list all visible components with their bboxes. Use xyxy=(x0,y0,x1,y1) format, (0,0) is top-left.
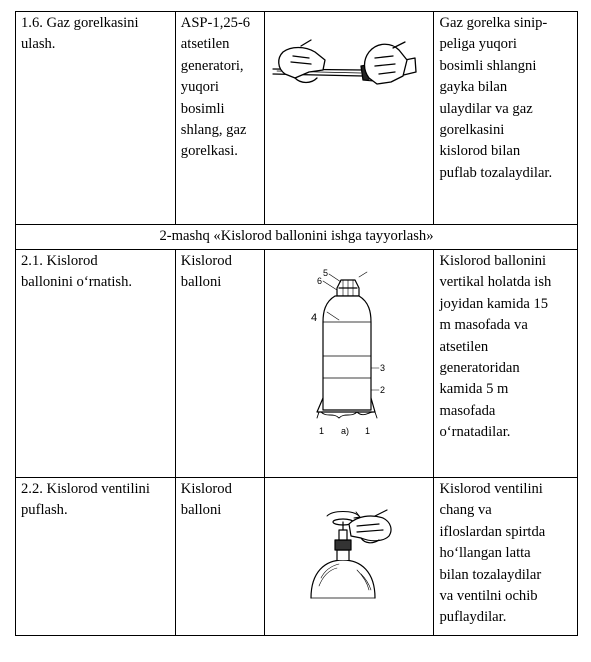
equipment-text: Kislorod balloni xyxy=(180,481,232,519)
table-row xyxy=(16,225,578,250)
figure-label: 6 xyxy=(316,276,322,286)
description-text: Gaz gorelka sinip- peliga yuqori bosimli shlangni gayka bilan ulaydilar va gaz gorelkasini kislorod bilan puflab tozalaydilar. xyxy=(439,15,553,181)
step-cell xyxy=(16,250,176,478)
instruction-table xyxy=(15,11,578,636)
oxygen-cylinder-illustration-icon xyxy=(265,250,421,476)
description-text: Kislorod ventilini chang va ifloslardan spirtda ho‘llangan latta bilan tozalaydilar va ventilni ochib puflaydilar. xyxy=(439,481,546,626)
description-cell xyxy=(434,478,578,636)
description-text: Kislorod ballonini vertikal holatda ish joyidan kamida 15 m masofada va atsetilen generatoridan kamida 5 m masofada o‘rnatadilar. xyxy=(439,253,552,441)
figure-label: 1 xyxy=(364,426,370,436)
equipment-text: Kislorod balloni xyxy=(180,253,232,291)
figure-label: 5 xyxy=(322,268,328,278)
step-cell xyxy=(16,12,176,225)
table-row xyxy=(16,250,578,478)
figure-label: a) xyxy=(340,426,349,436)
equipment-cell xyxy=(175,250,264,478)
illustration-cell xyxy=(264,250,434,478)
step-text: 1.6. Gaz gorelkasini ulash. xyxy=(21,15,139,53)
table-row xyxy=(16,12,578,225)
figure-label: 3 xyxy=(379,363,385,373)
section-title: 2-mashq «Kislorod ballonini ishga tayyorlash» xyxy=(16,225,578,250)
figure-label: 4 xyxy=(310,312,318,324)
step-cell xyxy=(16,478,176,636)
equipment-cell xyxy=(175,12,264,225)
step-text: 2.1. Kislorod ballonini o‘rnatish. xyxy=(21,253,133,291)
table-row xyxy=(16,478,578,636)
figure-label: 1 xyxy=(318,426,324,436)
step-text: 2.2. Kislorod ventilini puflash. xyxy=(21,481,150,519)
illustration-cell xyxy=(264,478,434,636)
equipment-text: ASP-1,25-6 atsetilen generatori, yuqori bosimli shlang, gaz gorelkasi. xyxy=(180,15,251,160)
figure-label: 2 xyxy=(379,385,385,395)
equipment-cell xyxy=(175,478,264,636)
illustration-cell xyxy=(264,12,434,225)
hose-connection-illustration-icon xyxy=(265,12,421,223)
description-cell xyxy=(434,250,578,478)
description-cell xyxy=(434,12,578,225)
valve-purging-illustration-icon xyxy=(265,478,421,634)
